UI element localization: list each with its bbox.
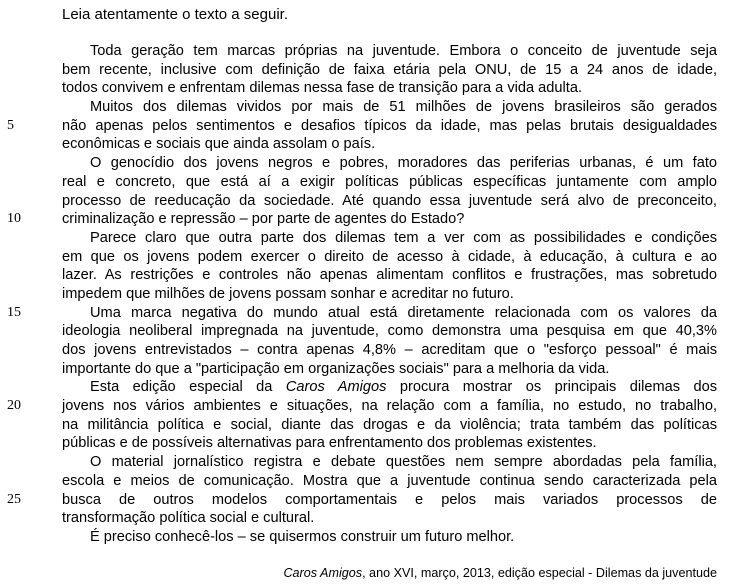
text-line [7,491,717,510]
line-text: O material jornalístico registra e debate questões nem sempre abordadas pela família, [90,454,717,471]
line-text: criminalização e repressão – por parte de agentes do Estado? [62,211,465,228]
line-text: bem recente, inclusive com definição de faixa etária pela ONU, de 15 a 24 anos de idade, [62,61,717,78]
text-line [62,79,717,98]
line-text: Muitos dos dilemas vividos por mais de 51 milhões de jovens brasileiros são gerados [90,99,717,116]
line-text: não apenas pelos sentimentos e desafios típicos da idade, mas pelas brutais desigualdades [62,117,717,134]
text-line [62,453,717,472]
line-text: todos convivem e enfrentam dilemas nessa fase de transição para a vida adulta. [62,80,582,97]
line-text: real e concreto, que está aí a exigir políticas públicas específicas juntamente com amplo [62,173,717,190]
source-citation [283,564,717,582]
text-line [62,266,717,285]
text-line [62,61,717,80]
line-text: transformação política social e cultural. [62,510,315,527]
line-number: 10 [7,211,21,227]
text-line [62,322,717,341]
line-number: 25 [7,491,21,507]
line-text: importante do que a "participação em organizações sociais" para a melhoria da vida. [62,360,610,377]
line-text: dos jovens entrevistados – contra apenas 4,8% – acreditam que o "esforço pessoal" é mais [62,342,717,358]
line-text: Uma marca negativa do mundo atual está diretamente relacionada com os valores da [90,304,717,321]
text-line [62,173,717,192]
text-line [7,210,717,229]
line-text: É preciso conhecê-los – se quisermos construir um futuro melhor. [90,528,515,545]
text-line [62,248,717,267]
line-text: ideologia neoliberal impregnada na juventude, como demonstra uma pesquisa em que 40,3% [62,323,717,340]
line-text: na militância política e social, diante das drogas e da violência; trata também das políticas [62,416,717,433]
line-text: processo de reeducação da sociedade. Até quando essa juventude será alvo de preconceito, [62,192,717,209]
line-text: busca de outros modelos comportamentais e pelos mais variados processos de [62,491,717,508]
text-body [7,42,718,547]
line-text: em que os jovens podem exercer o direito de acesso à cidade, à educação, à cultura e ao [62,248,717,265]
text-line [62,135,717,154]
text-line [62,378,717,397]
line-text: públicas e de possíveis alternativas para enfrentamento dos problemas existentes. [62,435,597,452]
line-text: Esta edição especial da Caros Amigos procura mostrar os principais dilemas dos [90,379,718,396]
text-line [62,98,717,117]
line-text: Parece claro que outra parte dos dilemas tem a ver com as possibilidades e condições [90,229,717,246]
line-number: 15 [7,304,21,320]
magazine-name: Caros Amigos [285,379,387,396]
line-number: 20 [7,398,21,414]
text-line [62,192,717,211]
source-magazine: Caros Amigos [283,566,363,580]
line-text: O genocídio dos jovens negros e pobres, moradores das periferias urbanas, é um fato [90,155,717,172]
text-line [62,509,717,528]
text-line [62,416,717,435]
text-line [62,434,717,453]
text-line [7,397,717,416]
text-line [7,117,717,136]
text-line [62,528,717,547]
line-text: econômicas e sociais que ainda assolam o país. [62,136,376,153]
text-line [62,285,717,304]
text-line [7,304,717,323]
line-text: escola e meios de comunicação. Mostra que a juventude continua sendo caracterizada pela [62,472,717,489]
source-details: , ano XVI, março, 2013, edição especial - Dilemas da juventude [362,566,717,580]
text-line [62,154,717,173]
line-number: 5 [7,117,14,133]
text-line [62,229,717,248]
line-text: impedem que milhões de jovens possam sonhar e acreditar no futuro. [62,285,514,302]
text-line [62,341,717,360]
text-line [62,472,717,491]
line-text: jovens nos vários ambientes e situações, na relação com a família, no estudo, no trabalho, [62,398,717,415]
text-line [62,42,717,61]
instruction-text: Leia atentamente o texto a seguir. [62,6,288,23]
line-text: lazer. As restrições e controles não apenas alimentam conflitos e frustrações, mas sobretudo [62,267,717,284]
text-line [62,360,717,379]
line-text: Toda geração tem marcas próprias na juventude. Embora o conceito de juventude seja [90,43,717,59]
